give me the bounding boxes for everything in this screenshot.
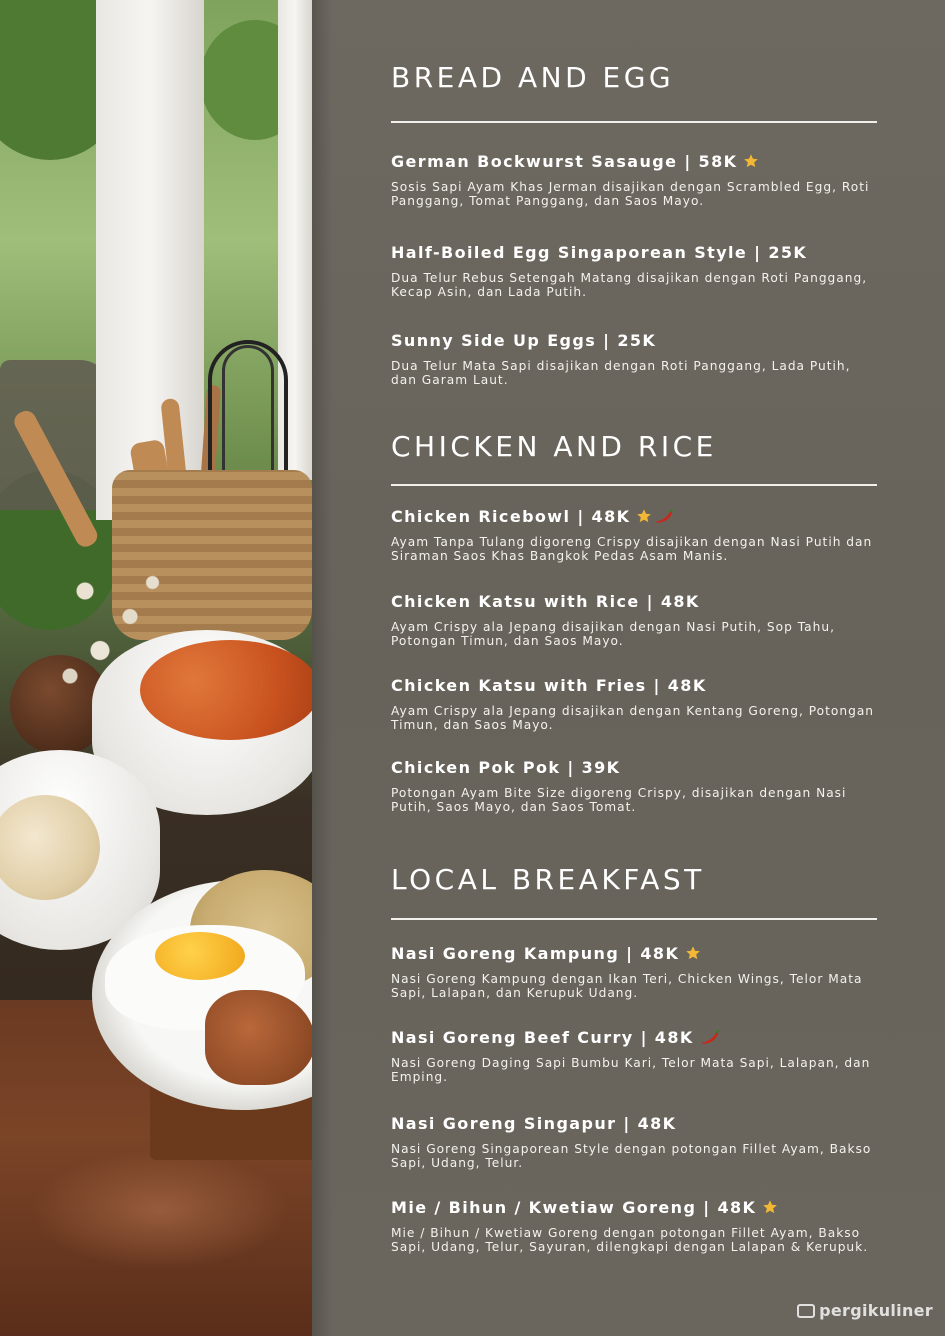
item-description: Potongan Ayam Bite Size digoreng Crispy, disajikan dengan Nasi Putih, Saos Mayo, dan Saos Tomat. xyxy=(391,786,847,814)
menu-item xyxy=(391,676,881,732)
menu-item xyxy=(391,944,881,1000)
item-description: Nasi Goreng Kampung dengan Ikan Teri, Chicken Wings, Telor Mata Sapi, Lalapan, dan Kerupuk Udang. xyxy=(391,972,863,1000)
star-icon xyxy=(685,945,701,961)
section-header xyxy=(391,864,877,896)
item-name: Nasi Goreng Beef Curry | 48K xyxy=(391,1028,881,1048)
panel-edge-shadow xyxy=(312,0,332,1336)
menu-item xyxy=(391,1198,881,1254)
sweet-sour-chicken xyxy=(140,640,312,740)
watermark-text: pergikuliner xyxy=(819,1301,933,1320)
food-photo xyxy=(0,0,312,1336)
table-reflection xyxy=(30,1150,290,1270)
item-name: Nasi Goreng Kampung | 48K xyxy=(391,944,881,964)
egg-yolk xyxy=(155,932,245,980)
menu-item xyxy=(391,243,881,299)
star-icon xyxy=(762,1199,778,1215)
item-description: Dua Telur Mata Sapi disajikan dengan Roti Panggang, Lada Putih, dan Garam Laut. xyxy=(391,359,851,387)
chili-icon xyxy=(654,508,674,524)
watermark-logo-icon xyxy=(797,1304,815,1318)
menu-item xyxy=(391,1114,881,1170)
item-name: Chicken Ricebowl | 48K xyxy=(391,507,881,527)
section-header xyxy=(391,431,877,463)
chicken-wings xyxy=(205,990,312,1085)
item-description: Nasi Goreng Daging Sapi Bumbu Kari, Telor Mata Sapi, Lalapan, dan Emping. xyxy=(391,1056,871,1084)
menu-item xyxy=(391,758,881,814)
item-description: Dua Telur Rebus Setengah Matang disajikan dengan Roti Panggang, Kecap Asin, dan Lada Putih. xyxy=(391,271,868,299)
item-name: Chicken Pok Pok | 39K xyxy=(391,758,621,777)
item-description: Nasi Goreng Singaporean Style dengan potongan Fillet Ayam, Bakso Sapi, Udang, Telur. xyxy=(391,1142,872,1170)
section-divider xyxy=(391,121,877,123)
watermark xyxy=(797,1301,933,1320)
section-title: LOCAL BREAKFAST xyxy=(391,863,705,896)
menu-item xyxy=(391,152,881,208)
star-icon xyxy=(636,508,652,524)
item-name: Mie / Bihun / Kwetiaw Goreng | 48K xyxy=(391,1198,881,1218)
item-description: Ayam Crispy ala Jepang disajikan dengan Nasi Putih, Sop Tahu, Potongan Timun, dan Saos Mayo. xyxy=(391,620,835,648)
item-name: Half-Boiled Egg Singaporean Style | 25K xyxy=(391,243,808,262)
menu-item xyxy=(391,331,881,387)
star-icon xyxy=(743,153,759,169)
menu-item xyxy=(391,1028,881,1084)
chili-icon xyxy=(700,1029,720,1045)
item-name: Chicken Katsu with Fries | 48K xyxy=(391,676,707,695)
menu-item xyxy=(391,507,881,563)
item-description: Sosis Sapi Ayam Khas Jerman disajikan dengan Scrambled Egg, Roti Panggang, Tomat Panggang, dan Saos Mayo. xyxy=(391,180,870,208)
section-divider xyxy=(391,484,877,486)
section-title: CHICKEN AND RICE xyxy=(391,430,717,463)
item-name: Chicken Katsu with Rice | 48K xyxy=(391,592,700,611)
item-description: Ayam Tanpa Tulang digoreng Crispy disajikan dengan Nasi Putih dan Siraman Saos Khas Bangkok Pedas Asam Manis. xyxy=(391,535,873,563)
item-name: German Bockwurst Sasauge | 58K xyxy=(391,152,881,172)
item-description: Mie / Bihun / Kwetiaw Goreng dengan potongan Fillet Ayam, Bakso Sapi, Udang, Telur, Sayuran, dilengkapi dengan Lalapan & Kerupuk. xyxy=(391,1226,869,1254)
item-name: Sunny Side Up Eggs | 25K xyxy=(391,331,657,350)
item-description: Ayam Crispy ala Jepang disajikan dengan Kentang Goreng, Potongan Timun, dan Saos Mayo. xyxy=(391,704,875,732)
item-name: Nasi Goreng Singapur | 48K xyxy=(391,1114,677,1133)
section-header xyxy=(391,62,877,94)
section-divider xyxy=(391,918,877,920)
menu-item xyxy=(391,592,881,648)
section-title: BREAD AND EGG xyxy=(391,61,675,94)
